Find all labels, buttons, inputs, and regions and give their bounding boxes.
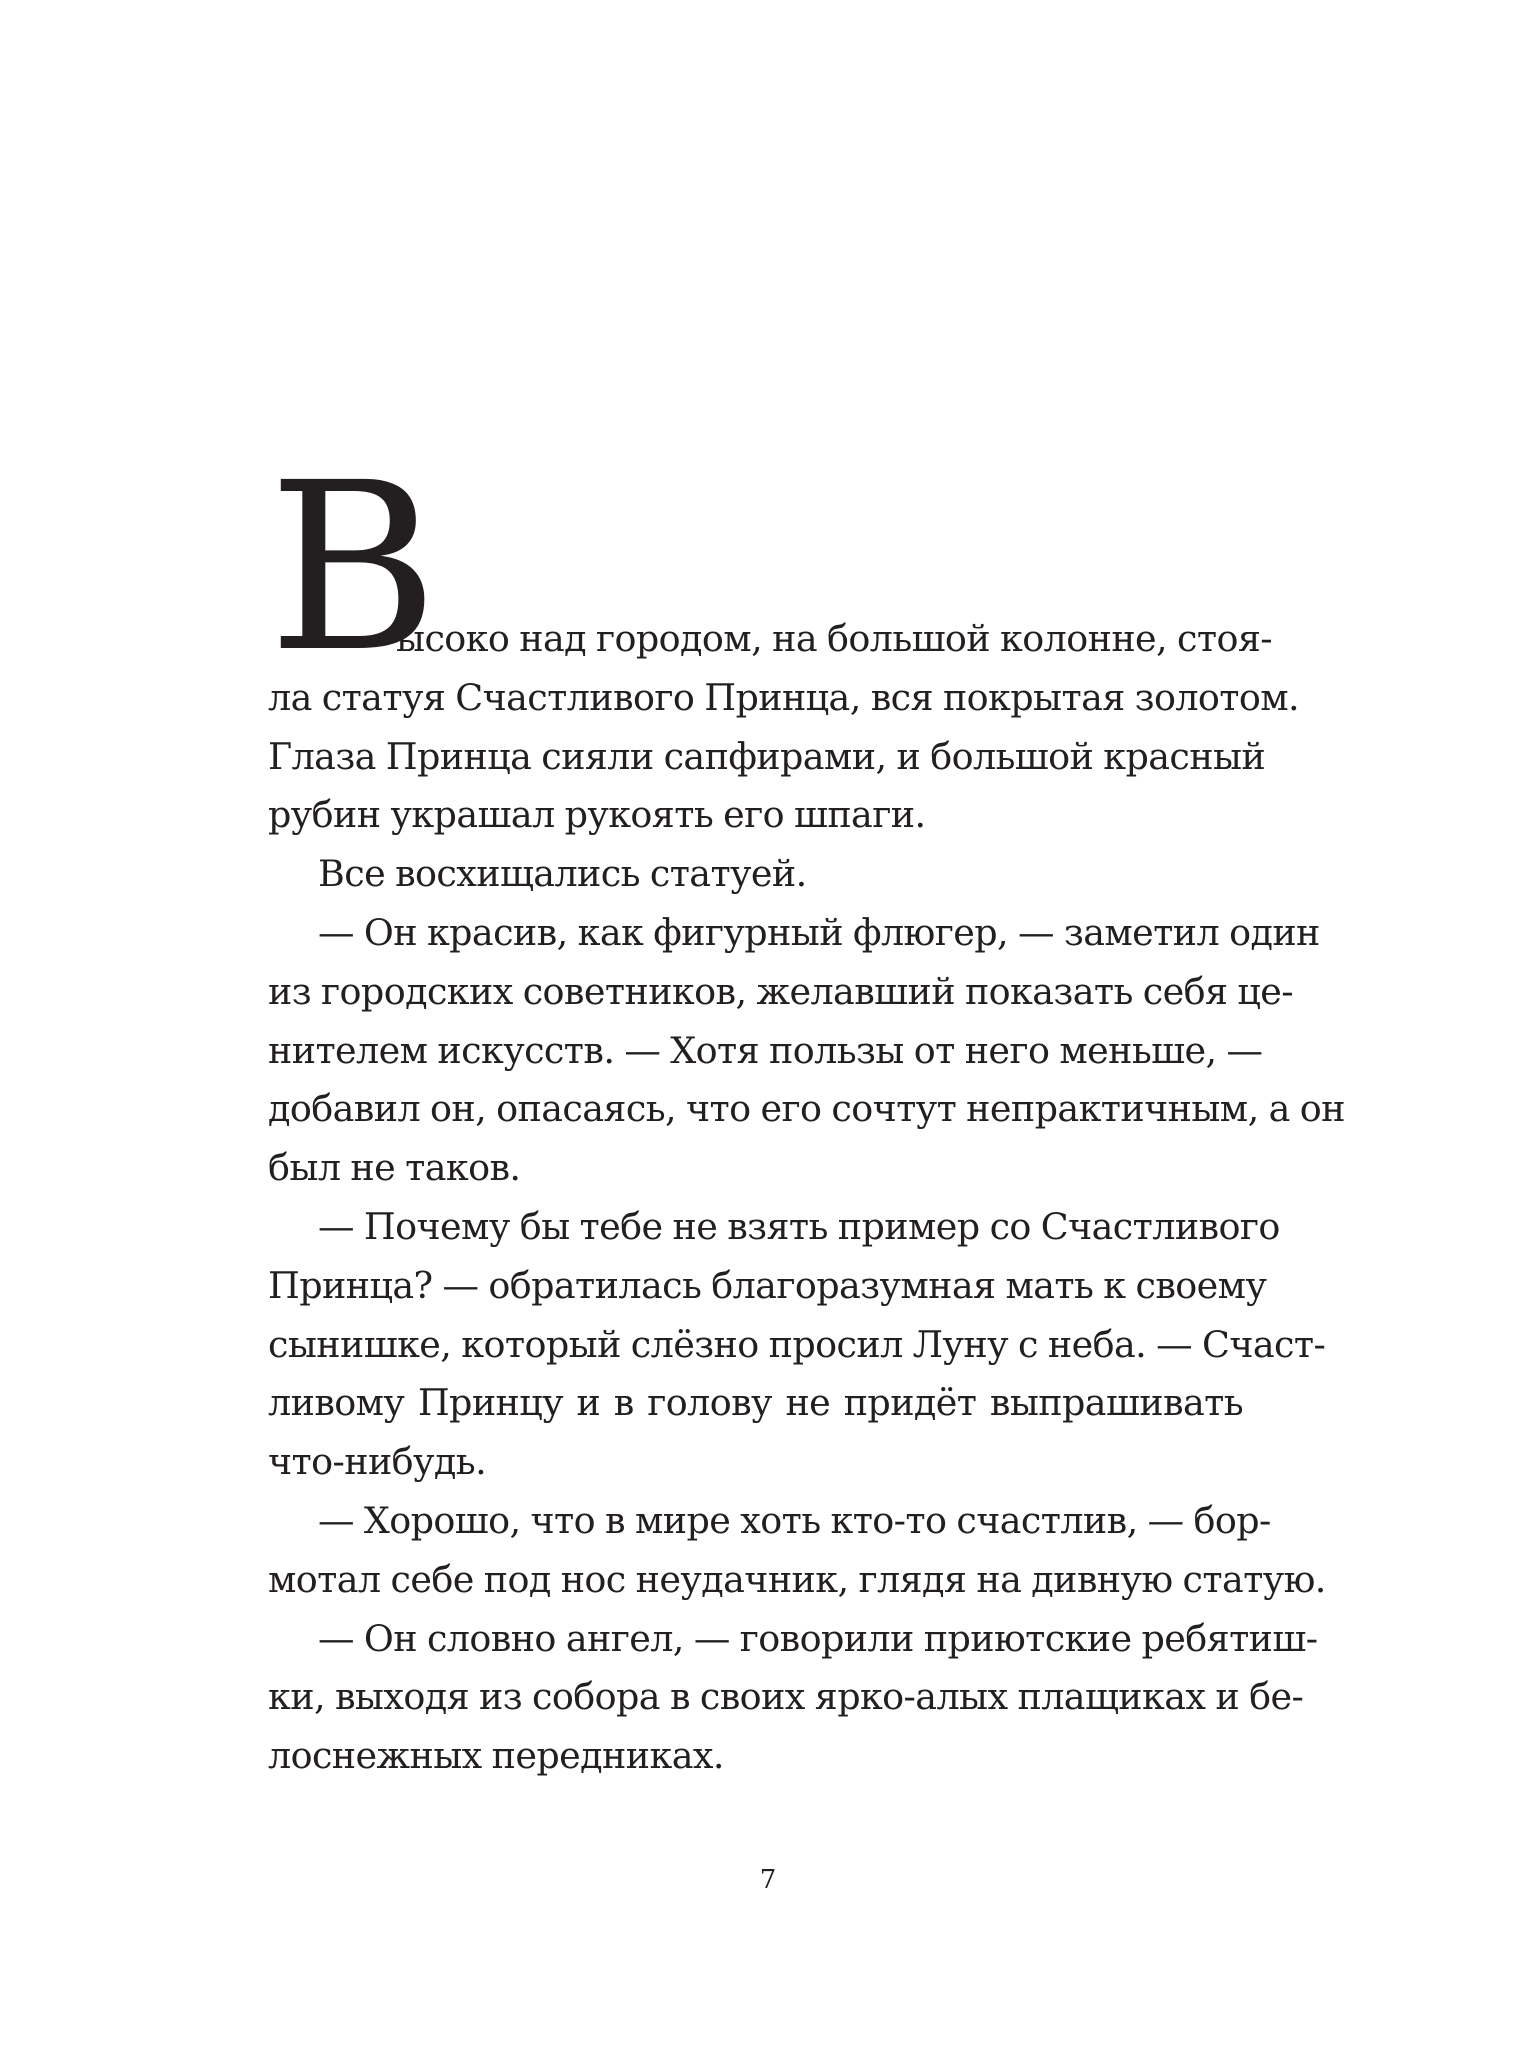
text-line: лоснежных передниках. xyxy=(268,1734,724,1778)
text-line: что-нибудь. xyxy=(268,1440,487,1484)
text-line: ла статуя Счастливого Принца, вся покрытая золотом. xyxy=(268,675,1300,719)
first-line: ысоко над городом, на большой колонне, стоя- xyxy=(396,617,1273,660)
text-line: мотал себе под нос неудачник, глядя на дивную статую. xyxy=(268,1557,1326,1601)
drop-cap: В xyxy=(268,433,439,703)
text-line: был не таков. xyxy=(268,1146,521,1190)
text-line: нителем искусств. — Хотя пользы от него меньше, — xyxy=(268,1028,1263,1072)
text-line: — Он красив, как фигурный флюгер, — заметил один xyxy=(318,910,1320,954)
text-line: из городских советников, желавший показать себя це- xyxy=(268,969,1294,1013)
text-line: Принца? — обратилась благоразумная мать к своему xyxy=(268,1263,1267,1307)
text-line: Все восхищались статуей. xyxy=(318,852,807,896)
text-line-spacer xyxy=(268,610,1273,669)
text-line: Глаза Принца сияли сапфирами, и большой красный xyxy=(268,734,1266,778)
text-line: рубин украшал рукоять его шпаги. xyxy=(268,793,926,837)
text-line: сынишке, который слёзно просил Луну с неба. — Счаст- xyxy=(268,1322,1326,1366)
text-line: добавил он, опасаясь, что его сочтут непрактичным, а он xyxy=(268,1087,1345,1131)
text-line: — Хорошо, что в мире хоть кто-то счастлив, — бор- xyxy=(318,1498,1271,1542)
text-line: ки, выходя из собора в своих ярко-алых плащиках и бе- xyxy=(268,1675,1304,1719)
text-line: ливому Принцу и в голову не придёт выпрашивать xyxy=(268,1381,1243,1425)
text-line: — Почему бы тебе не взять пример со Счастливого xyxy=(318,1204,1280,1248)
page-number: 7 xyxy=(759,1865,777,1895)
text-line: — Он словно ангел, — говорили приютские ребятиш- xyxy=(318,1616,1318,1660)
body-text xyxy=(268,610,1345,1786)
